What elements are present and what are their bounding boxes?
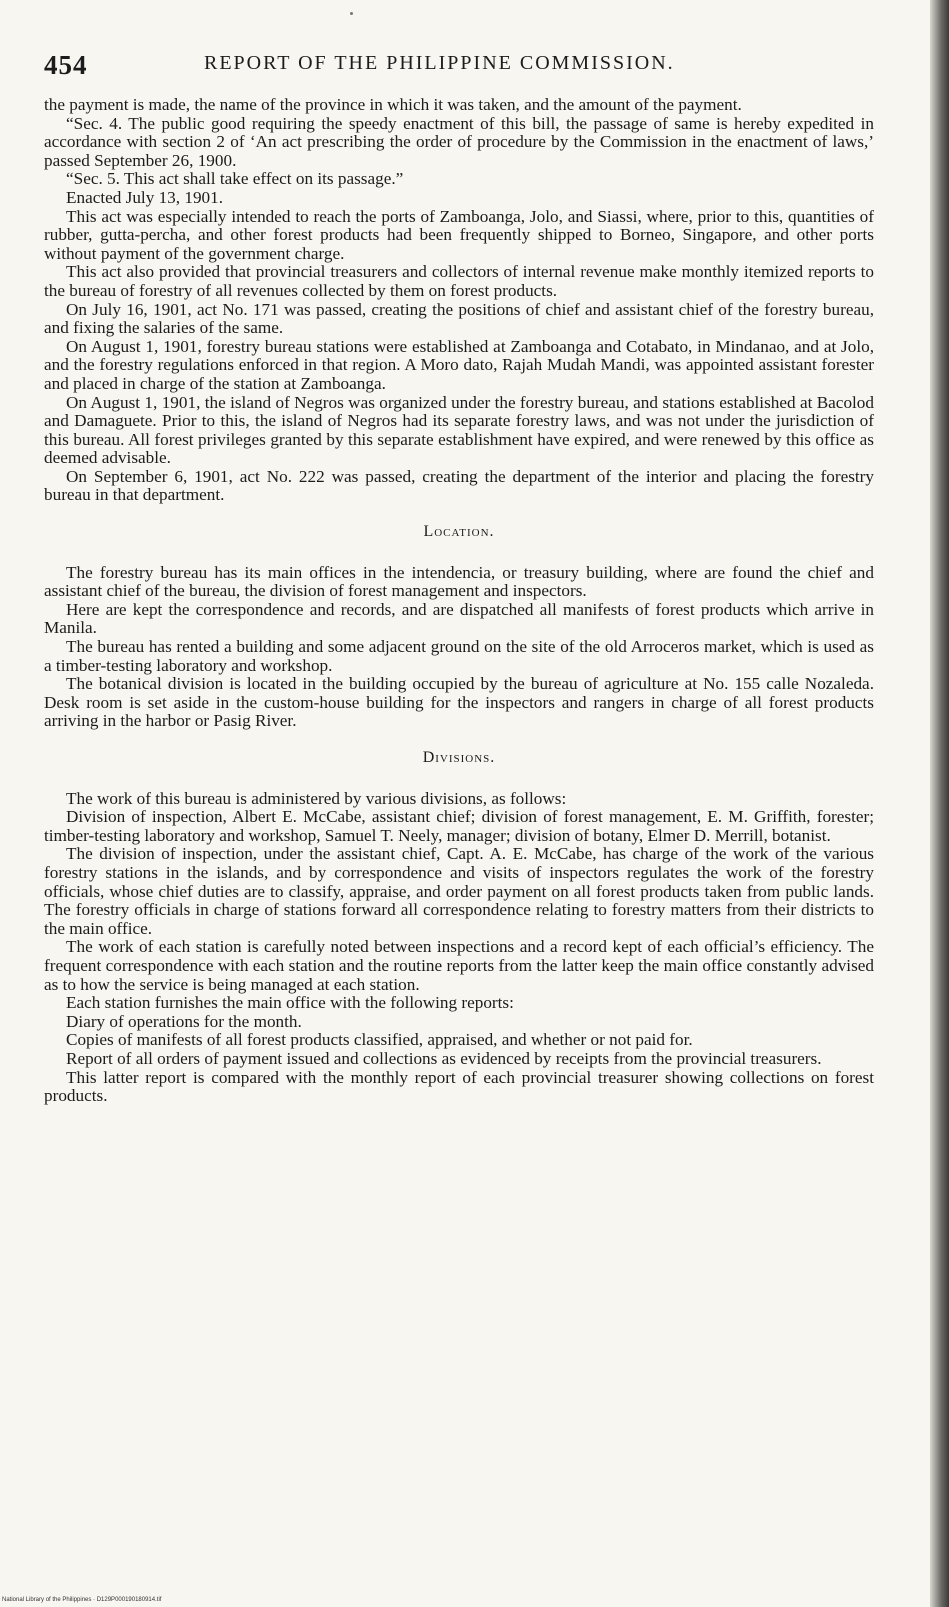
- paragraph: On September 6, 1901, act No. 222 was passed, creating the department of the interior and placing the forestry bureau in that department.: [44, 466, 874, 505]
- running-title: REPORT OF THE PHILIPPINE COMMISSION.: [204, 52, 675, 74]
- paragraph: On July 16, 1901, act No. 171 was passed, creating the positions of chief and assistant chief of the forestry bureau, and fixing the salaries of the same.: [44, 299, 874, 338]
- paragraph: the payment is made, the name of the province in which it was taken, and the amount of the payment.: [44, 95, 742, 114]
- section-heading-divisions: Divisions.: [422, 749, 496, 766]
- paragraph: Here are kept the correspondence and records, and are dispatched all manifests of forest products which arrive in Manila.: [44, 599, 874, 638]
- page-number: 454: [44, 50, 88, 80]
- scan-footer: National Library of the Philippines · D129P000190180914.tif: [2, 1597, 162, 1603]
- paragraph: The botanical division is located in the building occupied by the bureau of agriculture at No. 155 calle Nozaleda. Desk room is set aside in the custom-house building for the inspectors and rangers in charge of all forest products arriving in the harbor or Pasig River.: [44, 674, 874, 731]
- paragraph: “Sec. 5. This act shall take effect on its passage.”: [66, 169, 404, 189]
- paragraph: On August 1, 1901, forestry bureau stations were established at Zamboanga and Cotabato, in Mindanao, and at Jolo, and the forestry regulations enforced in that region. A Moro dato, Rajah Mudah Mandi, was appointed assistant forester and placed in charge of the station at Zamboanga.: [44, 336, 874, 393]
- paragraph: The work of each station is carefully noted between inspections and a record kept of each official’s efficiency. The frequent correspondence with each station and the routine reports from the latter keep the main office constantly advised as to how the service is being managed at each station.: [44, 937, 874, 994]
- paragraph: “Sec. 4. The public good requiring the speedy enactment of this bill, the passage of same is hereby expedited in accordance with section 2 of ‘An act prescribing the order of procedure by the Commission in the enactment of laws,’ passed September 26, 1900.: [44, 113, 874, 170]
- paragraph: Enacted July 13, 1901.: [66, 187, 224, 207]
- paragraph: The work of this bureau is administered by various divisions, as follows:: [66, 788, 567, 808]
- paragraph: Diary of operations for the month.: [66, 1011, 302, 1031]
- paragraph: Division of inspection, Albert E. McCabe, assistant chief; division of forest management, E. M. Griffith, forester; timber-testing laboratory and workshop, Samuel T. Neely, manager; division of botany, Elmer D. Merrill, botanist.: [44, 807, 874, 845]
- section-heading-location: Location.: [423, 523, 495, 541]
- body-text: [44, 96, 874, 1106]
- paragraph: The forestry bureau has its main offices in the intendencia, or treasury building, where are found the chief and assistant chief of the bureau, the division of forest management and inspectors.: [44, 562, 874, 601]
- paragraph: This act also provided that provincial treasurers and collectors of internal revenue make monthly itemized reports to the bureau of forestry of all revenues collected by them on forest products.: [44, 262, 874, 300]
- speck: [350, 12, 353, 15]
- paragraph: This latter report is compared with the monthly report of each provincial treasurer showing collections on forest products.: [44, 1067, 874, 1106]
- page-header: [44, 50, 884, 84]
- paragraph: Copies of manifests of all forest products classified, appraised, and whether or not paid for.: [66, 1030, 693, 1050]
- paragraph: Each station furnishes the main office with the following reports:: [66, 993, 514, 1013]
- paragraph: Report of all orders of payment issued and collections as evidenced by receipts from the provincial treasurers.: [66, 1048, 822, 1068]
- paragraph: This act was especially intended to reach the ports of Zamboanga, Jolo, and Siassi, where, prior to this, quantities of rubber, gutta-percha, and other forest products had been frequently shipped to Borneo, Singapore, and other ports without payment of the government charge.: [44, 206, 874, 263]
- paragraph: The division of inspection, under the assistant chief, Capt. A. E. McCabe, has charge of the work of the various forestry stations in the islands, and by correspondence and visits of inspectors regulates the work of the forestry officials, whose chief duties are to classify, appraise, and order payment on all forest products taken from public lands. The forestry officials in charge of stations forward all correspondence relating to forestry matters from their districts to the main office.: [44, 844, 874, 938]
- paragraph: The bureau has rented a building and some adjacent ground on the site of the old Arroceros market, which is used as a timber-testing laboratory and workshop.: [44, 637, 874, 675]
- page-binding-edge: [930, 0, 949, 1607]
- paragraph: On August 1, 1901, the island of Negros was organized under the forestry bureau, and stations established at Bacolod and Damaguete. Prior to this, the island of Negros had its separate forestry laws, and was not under the jurisdiction of this bureau. All forest privileges granted by this separate establishment have expired, and were renewed by this office as deemed advisable.: [44, 392, 874, 468]
